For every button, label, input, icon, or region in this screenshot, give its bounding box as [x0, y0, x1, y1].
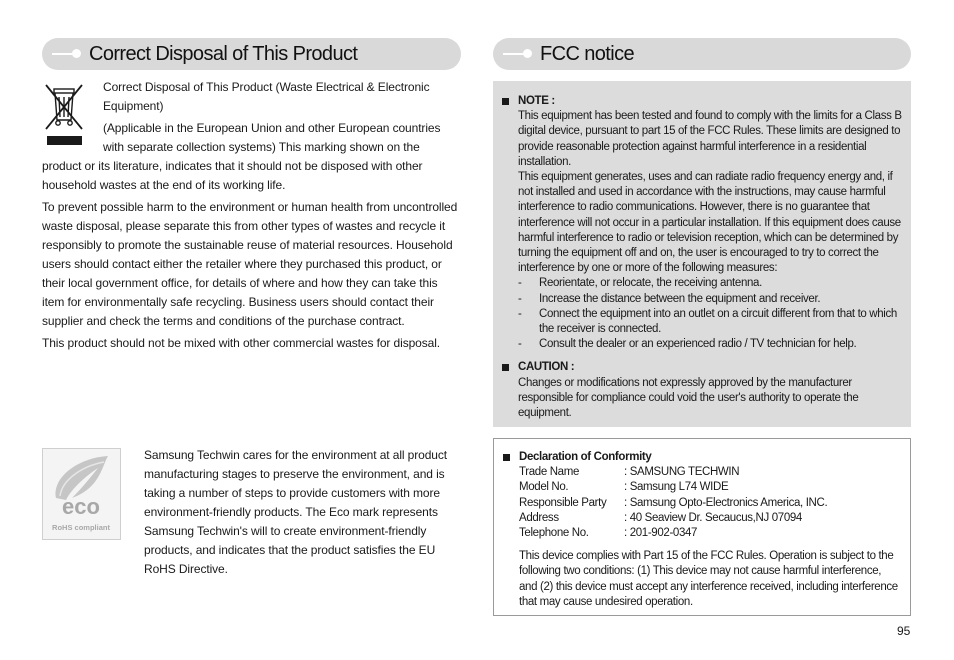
measure-item: - Consult the dealer or an experienced radio / TV technician for help. [518, 338, 857, 351]
fcc-section-title: FCC notice [540, 43, 635, 65]
measure-item: - Increase the distance between the equipment and receiver. [518, 292, 821, 305]
note-paragraph: This equipment generates, uses and can radiate radio frequency energy and, if not installed and used in accordance with the instructions, may cause harmful interference to radio communications. However, there is no guarantee that interference will not occur in a particular installation. If this equipment does cause harmful interference to radio or television reception, which can be determined by turning the equipment off and on, the user is encouraged to try to correct the interference by one or more of the following measures: [518, 171, 901, 275]
declaration-row: Telephone No. : 201-902-0347 [519, 527, 698, 540]
declaration-table [494, 465, 910, 541]
disposal-section-title: Correct Disposal of This Product [89, 43, 358, 65]
caution-paragraph: Changes or modifications not expressly approved by the manufacturer responsible for compliance could void the user's authority to operate the equipment. [518, 376, 859, 420]
fcc-notice-panel [493, 81, 911, 427]
header-decoration-dot [523, 49, 532, 58]
measure-item: - Reorientate, or relocate, the receiving antenna. [518, 277, 762, 290]
declaration-heading-row [494, 450, 910, 465]
caution-heading-row [493, 360, 911, 375]
caution-heading: CAUTION : [518, 361, 575, 374]
compliance-paragraph: This device complies with Part 15 of the FCC Rules. Operation is subject to the following two conditions: (1) This device may not cause harmful interference, and (2) this device must accept any interference received, including interference that may cause undesired operation. [519, 550, 898, 608]
disposal-intro-line: Correct Disposal of This Product (Waste Electrical & Electronic [103, 80, 430, 94]
eco-logo-subtext: RoHS compliant [52, 523, 110, 532]
eco-logo-text: eco [62, 494, 100, 519]
eco-text-block [144, 446, 456, 579]
declaration-row: Responsible Party : Samsung Opto-Electronics America, INC. [519, 496, 828, 509]
header-decoration-dot [72, 49, 81, 58]
note-heading: NOTE : [518, 95, 555, 107]
note-heading-row [493, 94, 911, 109]
square-bullet-icon [502, 98, 509, 105]
declaration-row: Model No. : Samsung L74 WIDE [519, 481, 729, 494]
note-paragraph: This equipment has been tested and found to comply with the limits for a Class B digital device, pursuant to part 15 of the FCC Rules. These limits are designed to provide reasonable protection against harmful interference in a residential installation. [518, 110, 902, 168]
square-bullet-icon [503, 454, 510, 461]
measure-item: - Connect the equipment into an outlet on a circuit different from that to which the receiver is connected. [518, 307, 897, 336]
disposal-section-header [42, 38, 461, 70]
eco-paragraph: Samsung Techwin cares for the environment at all product manufacturing stages to preserve the environment, and is taking a number of steps to provide customers with more environment-friendly products. The Eco mark represents Samsung Techwin's will to create environment-friendly products, and indicates that the product satisfies the EU RoHS Directive. [144, 448, 448, 576]
disposal-applicable-line: product or its literature, indicates that it should not be disposed with other [42, 159, 423, 173]
declaration-row: Address : 40 Seaview Dr. Secaucus,NJ 07094 [519, 511, 802, 524]
page-number: 95 [897, 624, 911, 638]
fcc-section-header [493, 38, 911, 70]
declaration-row: Trade Name : SAMSUNG TECHWIN [519, 466, 740, 479]
disposal-commercial-paragraph: This product should not be mixed with other commercial wastes for disposal. [42, 336, 441, 350]
disposal-intro-line: Equipment) [103, 99, 164, 113]
square-bullet-icon [502, 364, 509, 371]
disposal-prevent-paragraph: To prevent possible harm to the environment or human health from uncontrolled waste disposal, please separate this from other types of wastes and recycle it responsibly to promote the sustainable reuse of material resources. Household users should contact either the retailer where they purchased this product, or their local government office, for details of where and how they can take this item for environmentally safe recycling. Business users should contact their supplier and check the terms and conditions of the purchase contract. [42, 200, 458, 328]
declaration-of-conformity-box [493, 438, 911, 616]
disposal-applicable-line: household wastes at the end of its working life. [42, 178, 286, 192]
eco-rohs-logo [42, 448, 121, 540]
declaration-heading: Declaration of Conformity [519, 451, 652, 463]
disposal-applicable-line: with separate collection systems) This marking shown on the [103, 140, 420, 154]
disposal-text-block [42, 78, 462, 353]
disposal-applicable-line: (Applicable in the European Union and other European countries [103, 121, 441, 135]
